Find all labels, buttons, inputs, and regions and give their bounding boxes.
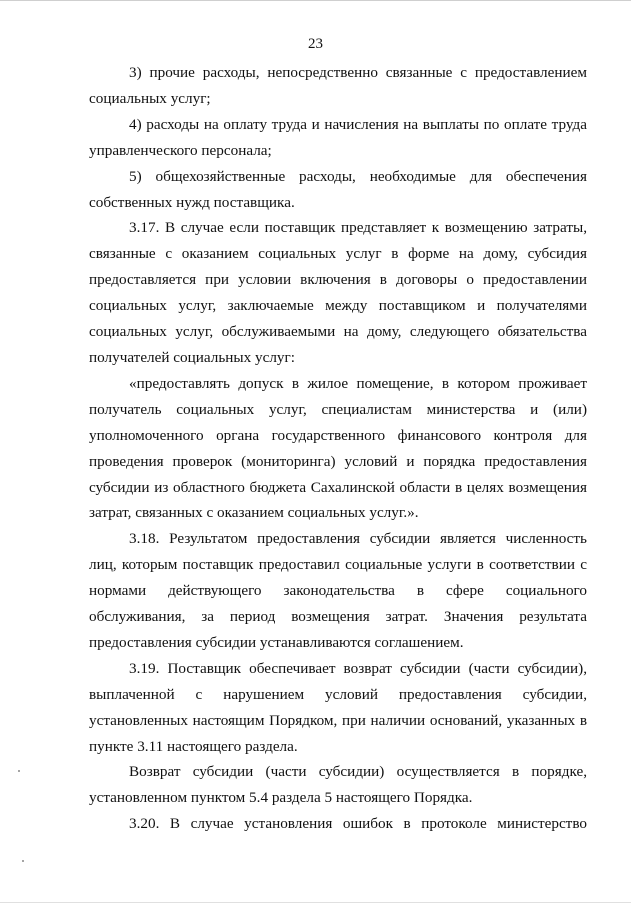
paragraph-item-5: 5) общехозяйственные расходы, необходимые для обеспечения собственных нужд поставщика. bbox=[89, 167, 587, 211]
scan-speck bbox=[18, 770, 20, 772]
paragraph-return-procedure: Возврат субсидии (части субсидии) осуществляется в порядке, установленном пунктом 5.4 раздела 5 настоящего Порядка. bbox=[89, 763, 587, 807]
page-number: 23 bbox=[308, 36, 323, 52]
paragraph-3-20: 3.20. В случае установления ошибок в протоколе министерство bbox=[129, 815, 587, 833]
document-body bbox=[89, 60, 587, 837]
paragraph-item-3: 3) прочие расходы, непосредственно связанные с предоставлением социальных услуг; bbox=[89, 64, 587, 107]
paragraph-3-17: 3.17. В случае если поставщик представляет к возмещению затраты, связанные с оказанием социальных услуг в форме на дому, субсидия предоставляется при условии включения в договоры о предоставлении социальных услуг, заключаемые между поставщиком и получателями социальных услуг, обслуживаемыми на дому, следующего обязательства получателей социальных услуг: bbox=[89, 219, 587, 366]
paragraph-3-19: 3.19. Поставщик обеспечивает возврат субсидии (части субсидии), выплаченной с нарушением условий предоставления субсидии, установленных настоящим Порядком, при наличии оснований, указанных в пункте 3.11 настоящего раздела. bbox=[89, 659, 587, 755]
paragraph-3-18: 3.18. Результатом предоставления субсидии является численность лиц, которым поставщик предоставил социальные услуги в соответствии с нормами действующего законодательства в сфере социального обслуживания, за период возмещения затрат. Значения результата предоставления субсидии устанавливаются соглашением. bbox=[89, 530, 587, 651]
paragraph-item-4: 4) расходы на оплату труда и начисления на выплаты по оплате труда управленческого персонала; bbox=[89, 115, 587, 159]
scan-speck bbox=[22, 860, 24, 862]
paragraph-quoted-obligation: «предоставлять допуск в жилое помещение, в котором проживает получатель социальных услуг, специалистам министерства и (или) уполномоченного органа государственного финансового контроля для проведения проверок (мониторинга) условий и порядка предоставления субсидии из областного бюджета Сахалинской области в целях возмещения затрат, связанных с оказанием социальных услуг.». bbox=[89, 374, 587, 522]
scan-edge-mark bbox=[0, 902, 631, 903]
scan-edge-mark bbox=[0, 0, 631, 1]
